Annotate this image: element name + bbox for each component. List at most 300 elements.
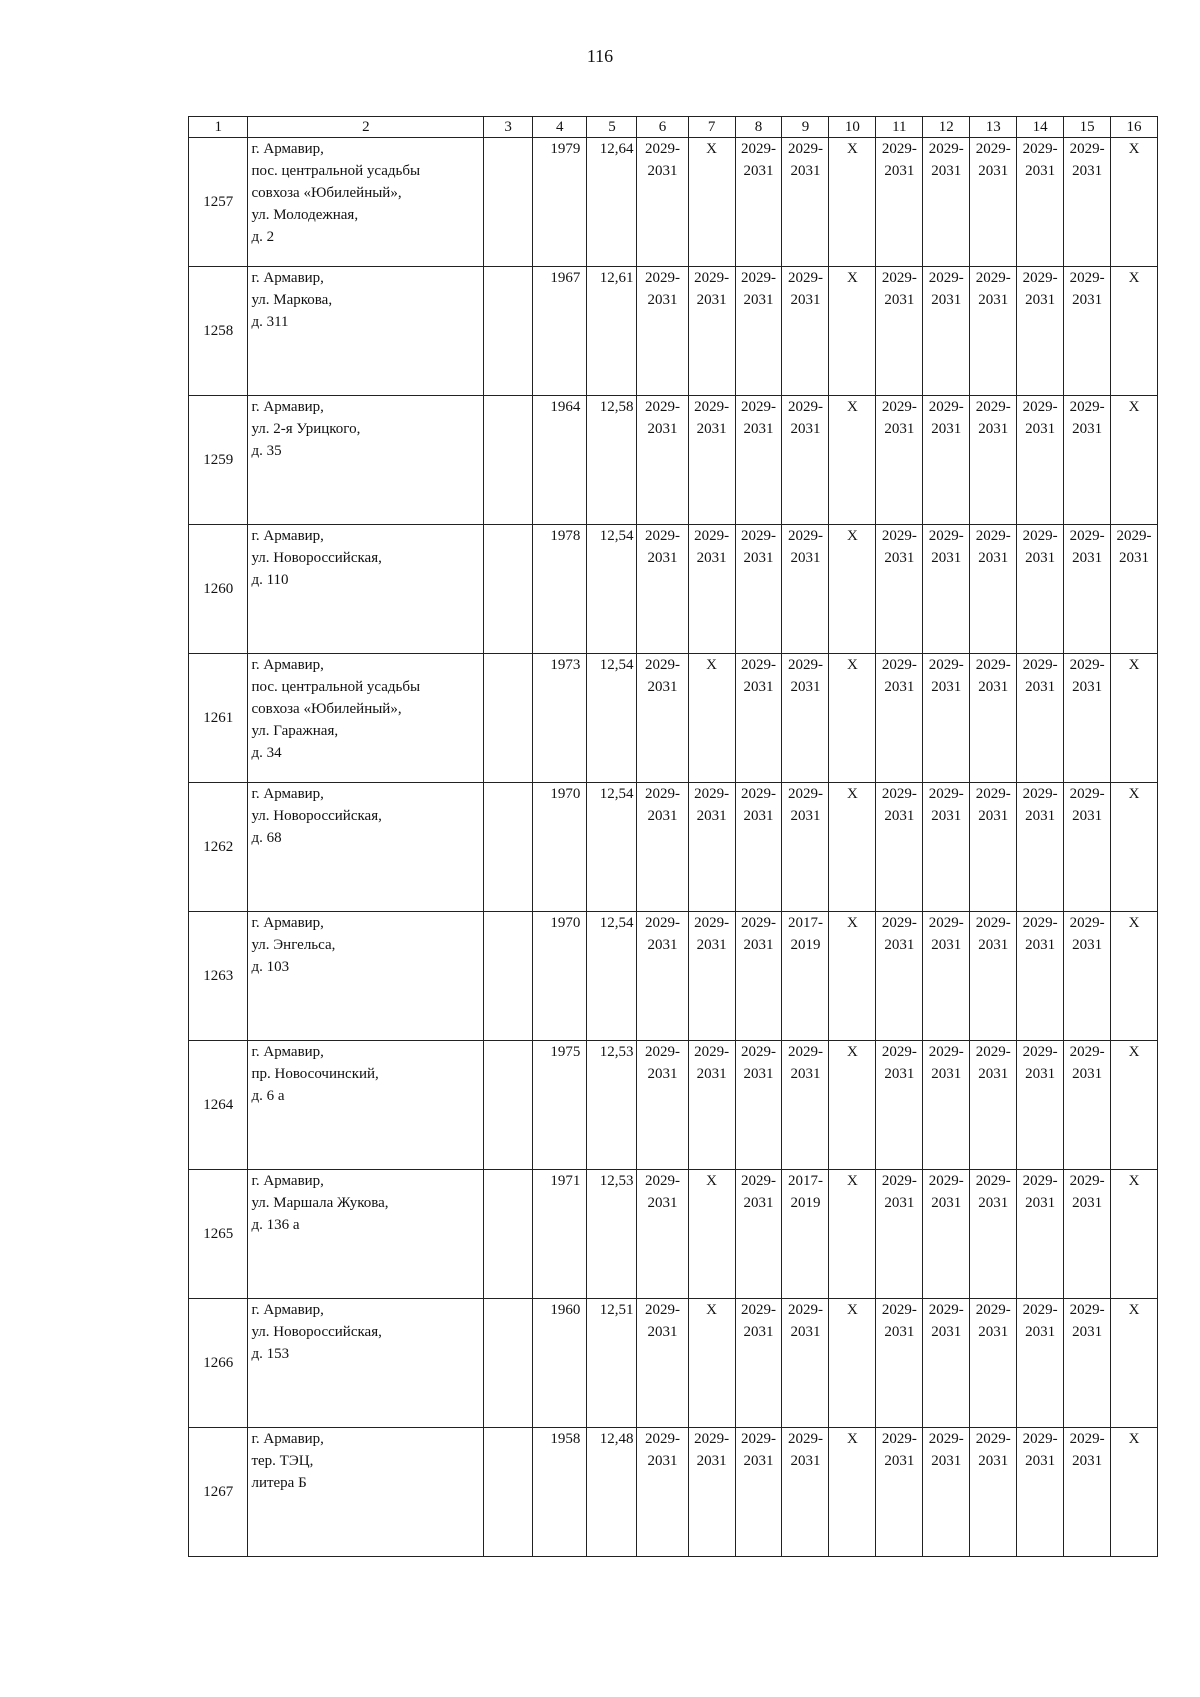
period-line: 2029-	[1022, 786, 1058, 802]
period-cell	[1064, 138, 1111, 267]
period-cell	[1064, 783, 1111, 912]
address-line: ул. Молодежная,	[251, 207, 359, 223]
period-line: 2029-	[645, 399, 681, 415]
period-line: 2029-	[1022, 1302, 1058, 1318]
period-cell	[923, 396, 970, 525]
table-body	[189, 138, 1158, 1557]
period-line: 2031	[1119, 550, 1150, 566]
period-line: 2029-	[694, 1044, 730, 1060]
address-cell	[248, 525, 484, 654]
not-applicable-mark: X	[829, 267, 876, 396]
value-cell: 12,54	[587, 912, 637, 1041]
not-applicable-mark: X	[688, 138, 735, 267]
address-line: ул. Маршала Жукова,	[251, 1195, 389, 1211]
period-cell	[735, 1170, 782, 1299]
period-line: 2031	[884, 550, 915, 566]
period-line: 2031	[1072, 1324, 1103, 1340]
period-line: 2029-	[741, 1431, 776, 1447]
period-cell	[735, 912, 782, 1041]
period-line: 2031	[978, 679, 1009, 695]
period-cell	[876, 912, 923, 1041]
period-line: 2031	[884, 292, 915, 308]
period-cell	[637, 654, 688, 783]
period-line: 2031	[978, 937, 1009, 953]
value-cell: 12,54	[587, 525, 637, 654]
address-line: ул. Маркова,	[251, 292, 333, 308]
period-line: 2031	[790, 421, 821, 437]
period-line: 2031	[884, 679, 915, 695]
period-cell	[1017, 783, 1064, 912]
period-line: 2017-	[787, 915, 823, 931]
not-applicable-mark: X	[1111, 1428, 1158, 1557]
period-line: 2029-	[1022, 141, 1058, 157]
not-applicable-mark: X	[688, 654, 735, 783]
period-line: 2029-	[1022, 657, 1058, 673]
period-line: 2029-	[928, 399, 964, 415]
address-line: пр. Новосочинский,	[251, 1066, 379, 1082]
period-cell	[637, 1170, 688, 1299]
period-cell	[876, 525, 923, 654]
address-cell	[248, 138, 484, 267]
period-line: 2029-	[694, 270, 730, 286]
period-cell	[735, 138, 782, 267]
address-line: д. 68	[251, 830, 282, 846]
period-line: 2029-	[928, 1044, 964, 1060]
period-line: 2029-	[1022, 1431, 1058, 1447]
address-line: г. Армавир,	[251, 657, 324, 673]
period-line: 2031	[1072, 421, 1103, 437]
period-line: 2031	[696, 421, 727, 437]
period-cell	[1017, 396, 1064, 525]
period-line: 2031	[931, 292, 962, 308]
period-line: 2029-	[694, 915, 730, 931]
address-line: г. Армавир,	[251, 528, 324, 544]
period-line: 2031	[1072, 1453, 1103, 1469]
column-header-3: 3	[484, 117, 533, 138]
period-cell	[637, 1428, 688, 1557]
period-line: 2029-	[1022, 270, 1058, 286]
period-cell	[1064, 654, 1111, 783]
period-line: 2029-	[881, 1173, 917, 1189]
row-number: 1260	[189, 525, 248, 654]
period-cell	[637, 525, 688, 654]
period-cell	[970, 1041, 1017, 1170]
period-line: 2031	[647, 1195, 678, 1211]
period-line: 2031	[790, 550, 821, 566]
period-cell	[782, 1428, 829, 1557]
value-cell: 12,48	[587, 1428, 637, 1557]
period-cell	[637, 783, 688, 912]
column-3-cell	[484, 1170, 533, 1299]
value-cell: 12,58	[587, 396, 637, 525]
period-line: 2029-	[1069, 1302, 1105, 1318]
column-header-11: 11	[876, 117, 923, 138]
period-line: 2031	[978, 1453, 1009, 1469]
period-line: 2029-	[1069, 657, 1105, 673]
period-cell	[876, 654, 923, 783]
period-line: 2031	[884, 1195, 915, 1211]
period-line: 2031	[790, 1453, 821, 1469]
value-cell: 12,54	[587, 783, 637, 912]
not-applicable-mark: X	[1111, 654, 1158, 783]
period-line: 2029-	[694, 786, 730, 802]
period-line: 2029-	[787, 270, 823, 286]
period-line: 2031	[1072, 550, 1103, 566]
period-cell	[735, 267, 782, 396]
period-cell	[876, 138, 923, 267]
address-line: г. Армавир,	[251, 1173, 324, 1189]
period-line: 2031	[696, 1066, 727, 1082]
period-line: 2031	[931, 1066, 962, 1082]
column-3-cell	[484, 267, 533, 396]
period-line: 2031	[1025, 937, 1056, 953]
row-number: 1258	[189, 267, 248, 396]
row-number: 1264	[189, 1041, 248, 1170]
year-cell: 1970	[533, 783, 587, 912]
period-line: 2029-	[1069, 399, 1105, 415]
period-cell	[637, 396, 688, 525]
period-line: 2031	[743, 550, 774, 566]
address-line: д. 110	[251, 572, 289, 588]
period-cell	[1017, 654, 1064, 783]
period-line: 2029-	[741, 270, 776, 286]
period-line: 2031	[884, 1324, 915, 1340]
value-cell: 12,61	[587, 267, 637, 396]
period-line: 2029-	[1116, 528, 1152, 544]
period-line: 2029-	[741, 1302, 776, 1318]
period-line: 2031	[743, 1066, 774, 1082]
period-line: 2029-	[881, 786, 917, 802]
period-line: 2031	[790, 1324, 821, 1340]
period-line: 2031	[1025, 1453, 1056, 1469]
period-line: 2031	[743, 937, 774, 953]
address-line: д. 103	[251, 959, 290, 975]
period-line: 2029-	[1069, 528, 1105, 544]
period-cell	[923, 525, 970, 654]
address-line: д. 35	[251, 443, 282, 459]
repair-schedule-table	[188, 116, 1158, 1557]
address-line: пос. центральной усадьбы	[251, 679, 421, 695]
period-line: 2031	[884, 1453, 915, 1469]
period-line: 2031	[647, 1066, 678, 1082]
period-cell	[688, 783, 735, 912]
header-row	[189, 117, 1158, 138]
not-applicable-mark: X	[688, 1299, 735, 1428]
period-line: 2029-	[975, 657, 1011, 673]
address-line: ул. Энгельса,	[251, 937, 336, 953]
period-cell	[1017, 912, 1064, 1041]
period-line: 2019	[790, 1195, 821, 1211]
period-cell	[637, 912, 688, 1041]
value-cell: 12,53	[587, 1170, 637, 1299]
period-line: 2029-	[1022, 399, 1058, 415]
period-line: 2031	[743, 1324, 774, 1340]
not-applicable-mark: X	[829, 396, 876, 525]
period-line: 2031	[884, 421, 915, 437]
period-cell	[1064, 1170, 1111, 1299]
period-cell	[637, 1041, 688, 1170]
period-line: 2031	[647, 808, 678, 824]
period-line: 2029-	[881, 528, 917, 544]
address-cell	[248, 1299, 484, 1428]
period-line: 2031	[696, 937, 727, 953]
address-line: г. Армавир,	[251, 915, 324, 931]
year-cell: 1960	[533, 1299, 587, 1428]
table-row	[189, 912, 1158, 1041]
period-line: 2029-	[1022, 528, 1058, 544]
period-line: 2031	[743, 421, 774, 437]
year-cell: 1975	[533, 1041, 587, 1170]
period-line: 2029-	[975, 1044, 1011, 1060]
period-cell	[688, 912, 735, 1041]
year-cell: 1979	[533, 138, 587, 267]
year-cell: 1973	[533, 654, 587, 783]
period-line: 2029-	[694, 399, 730, 415]
period-line: 2029-	[787, 528, 823, 544]
period-line: 2029-	[928, 657, 964, 673]
period-line: 2029-	[881, 1431, 917, 1447]
period-line: 2029-	[881, 270, 917, 286]
table-row	[189, 1428, 1158, 1557]
period-cell	[782, 1170, 829, 1299]
column-header-13: 13	[970, 117, 1017, 138]
period-cell	[1017, 267, 1064, 396]
period-line: 2029-	[1022, 1173, 1058, 1189]
period-line: 2029-	[928, 1302, 964, 1318]
period-cell	[735, 1041, 782, 1170]
period-line: 2029-	[1069, 1173, 1105, 1189]
period-line: 2029-	[1069, 141, 1105, 157]
address-line: г. Армавир,	[251, 1431, 324, 1447]
period-line: 2031	[931, 679, 962, 695]
period-line: 2031	[647, 937, 678, 953]
column-3-cell	[484, 912, 533, 1041]
column-header-6: 6	[637, 117, 688, 138]
period-cell	[923, 1299, 970, 1428]
period-line: 2031	[884, 937, 915, 953]
period-line: 2029-	[975, 1173, 1011, 1189]
column-header-7: 7	[688, 117, 735, 138]
period-cell	[1017, 1041, 1064, 1170]
period-cell	[876, 1170, 923, 1299]
table-row	[189, 1041, 1158, 1170]
address-cell	[248, 783, 484, 912]
period-line: 2029-	[975, 915, 1011, 931]
column-header-14: 14	[1017, 117, 1064, 138]
period-line: 2031	[647, 679, 678, 695]
period-cell	[1064, 396, 1111, 525]
period-line: 2031	[931, 937, 962, 953]
period-cell	[923, 267, 970, 396]
period-line: 2029-	[694, 528, 730, 544]
period-line: 2031	[884, 163, 915, 179]
column-3-cell	[484, 654, 533, 783]
table-row	[189, 783, 1158, 912]
address-line: пос. центральной усадьбы	[251, 163, 421, 179]
column-header-10: 10	[829, 117, 876, 138]
period-line: 2029-	[787, 1302, 823, 1318]
period-line: 2031	[1025, 292, 1056, 308]
period-line: 2031	[790, 808, 821, 824]
address-line: г. Армавир,	[251, 270, 324, 286]
period-line: 2031	[1072, 292, 1103, 308]
period-cell	[782, 1041, 829, 1170]
period-cell	[876, 1428, 923, 1557]
period-line: 2029-	[975, 399, 1011, 415]
period-cell	[782, 654, 829, 783]
period-line: 2031	[1072, 1066, 1103, 1082]
address-cell	[248, 1428, 484, 1557]
period-cell	[688, 1041, 735, 1170]
period-line: 2031	[884, 808, 915, 824]
value-cell: 12,54	[587, 654, 637, 783]
address-line: г. Армавир,	[251, 786, 324, 802]
address-line: д. 6 а	[251, 1088, 285, 1104]
period-cell	[1111, 525, 1158, 654]
address-line: ул. Новороссийская,	[251, 550, 382, 566]
period-cell	[970, 654, 1017, 783]
period-line: 2031	[978, 163, 1009, 179]
period-line: 2031	[931, 550, 962, 566]
period-line: 2029-	[928, 786, 964, 802]
period-line: 2029-	[1069, 1431, 1105, 1447]
column-header-16: 16	[1111, 117, 1158, 138]
period-line: 2031	[647, 1324, 678, 1340]
period-line: 2031	[1072, 163, 1103, 179]
period-line: 2031	[978, 292, 1009, 308]
address-cell	[248, 267, 484, 396]
period-line: 2029-	[1022, 1044, 1058, 1060]
page-number: 116	[586, 46, 614, 66]
period-line: 2031	[978, 421, 1009, 437]
period-line: 2031	[647, 1453, 678, 1469]
row-number: 1259	[189, 396, 248, 525]
period-cell	[782, 783, 829, 912]
period-line: 2031	[790, 292, 821, 308]
column-3-cell	[484, 1428, 533, 1557]
period-cell	[876, 783, 923, 912]
period-line: 2031	[1072, 808, 1103, 824]
period-line: 2029-	[741, 141, 776, 157]
period-cell	[876, 1041, 923, 1170]
column-header-9: 9	[782, 117, 829, 138]
period-line: 2031	[1025, 1324, 1056, 1340]
year-cell: 1978	[533, 525, 587, 654]
period-line: 2031	[978, 808, 1009, 824]
value-cell: 12,53	[587, 1041, 637, 1170]
period-line: 2031	[696, 550, 727, 566]
column-3-cell	[484, 138, 533, 267]
period-line: 2029-	[787, 1044, 823, 1060]
period-line: 2029-	[928, 915, 964, 931]
not-applicable-mark: X	[829, 783, 876, 912]
period-cell	[970, 1170, 1017, 1299]
row-number: 1257	[189, 138, 248, 267]
not-applicable-mark: X	[829, 1428, 876, 1557]
address-line: ул. Новороссийская,	[251, 808, 382, 824]
not-applicable-mark: X	[1111, 783, 1158, 912]
period-cell	[1064, 1299, 1111, 1428]
period-cell	[735, 1428, 782, 1557]
period-line: 2031	[647, 292, 678, 308]
not-applicable-mark: X	[829, 1170, 876, 1299]
period-cell	[970, 138, 1017, 267]
not-applicable-mark: X	[1111, 267, 1158, 396]
period-line: 2029-	[881, 1044, 917, 1060]
period-line: 2029-	[975, 528, 1011, 544]
period-line: 2029-	[881, 657, 917, 673]
address-line: ул. Новороссийская,	[251, 1324, 382, 1340]
period-line: 2029-	[975, 141, 1011, 157]
period-line: 2029-	[741, 786, 776, 802]
period-line: 2031	[978, 1195, 1009, 1211]
period-cell	[1064, 267, 1111, 396]
year-cell: 1958	[533, 1428, 587, 1557]
address-line: д. 2	[251, 229, 275, 245]
period-line: 2029-	[645, 1302, 681, 1318]
not-applicable-mark: X	[829, 1299, 876, 1428]
value-cell: 12,64	[587, 138, 637, 267]
address-line: ул. Гаражная,	[251, 723, 339, 739]
period-line: 2029-	[645, 915, 681, 931]
period-line: 2031	[1025, 679, 1056, 695]
address-cell	[248, 1041, 484, 1170]
year-cell: 1967	[533, 267, 587, 396]
period-line: 2029-	[1069, 786, 1105, 802]
address-line: литера Б	[251, 1475, 307, 1491]
period-line: 2031	[978, 1324, 1009, 1340]
period-line: 2029-	[645, 1044, 681, 1060]
period-cell	[1064, 912, 1111, 1041]
period-line: 2029-	[975, 786, 1011, 802]
period-cell	[688, 1428, 735, 1557]
period-cell	[923, 1428, 970, 1557]
row-number: 1267	[189, 1428, 248, 1557]
period-cell	[735, 396, 782, 525]
period-cell	[970, 396, 1017, 525]
period-cell	[1017, 138, 1064, 267]
address-line: ул. 2-я Урицкого,	[251, 421, 361, 437]
period-line: 2031	[696, 1453, 727, 1469]
address-cell	[248, 396, 484, 525]
not-applicable-mark: X	[688, 1170, 735, 1299]
year-cell: 1970	[533, 912, 587, 1041]
period-line: 2029-	[645, 141, 681, 157]
period-line: 2029-	[787, 141, 823, 157]
period-cell	[876, 267, 923, 396]
not-applicable-mark: X	[829, 654, 876, 783]
period-line: 2031	[743, 163, 774, 179]
period-line: 2031	[978, 1066, 1009, 1082]
period-cell	[970, 1299, 1017, 1428]
period-line: 2031	[884, 1066, 915, 1082]
not-applicable-mark: X	[829, 138, 876, 267]
period-line: 2029-	[975, 1302, 1011, 1318]
period-line: 2031	[931, 808, 962, 824]
period-line: 2031	[1072, 937, 1103, 953]
period-line: 2029-	[645, 528, 681, 544]
period-cell	[782, 525, 829, 654]
row-number: 1261	[189, 654, 248, 783]
period-line: 2029-	[1069, 270, 1105, 286]
address-line: д. 34	[251, 745, 282, 761]
period-line: 2029-	[975, 270, 1011, 286]
period-line: 2031	[1025, 808, 1056, 824]
period-cell	[782, 1299, 829, 1428]
period-line: 2029-	[645, 657, 681, 673]
period-line: 2031	[931, 421, 962, 437]
address-line: д. 311	[251, 314, 289, 330]
